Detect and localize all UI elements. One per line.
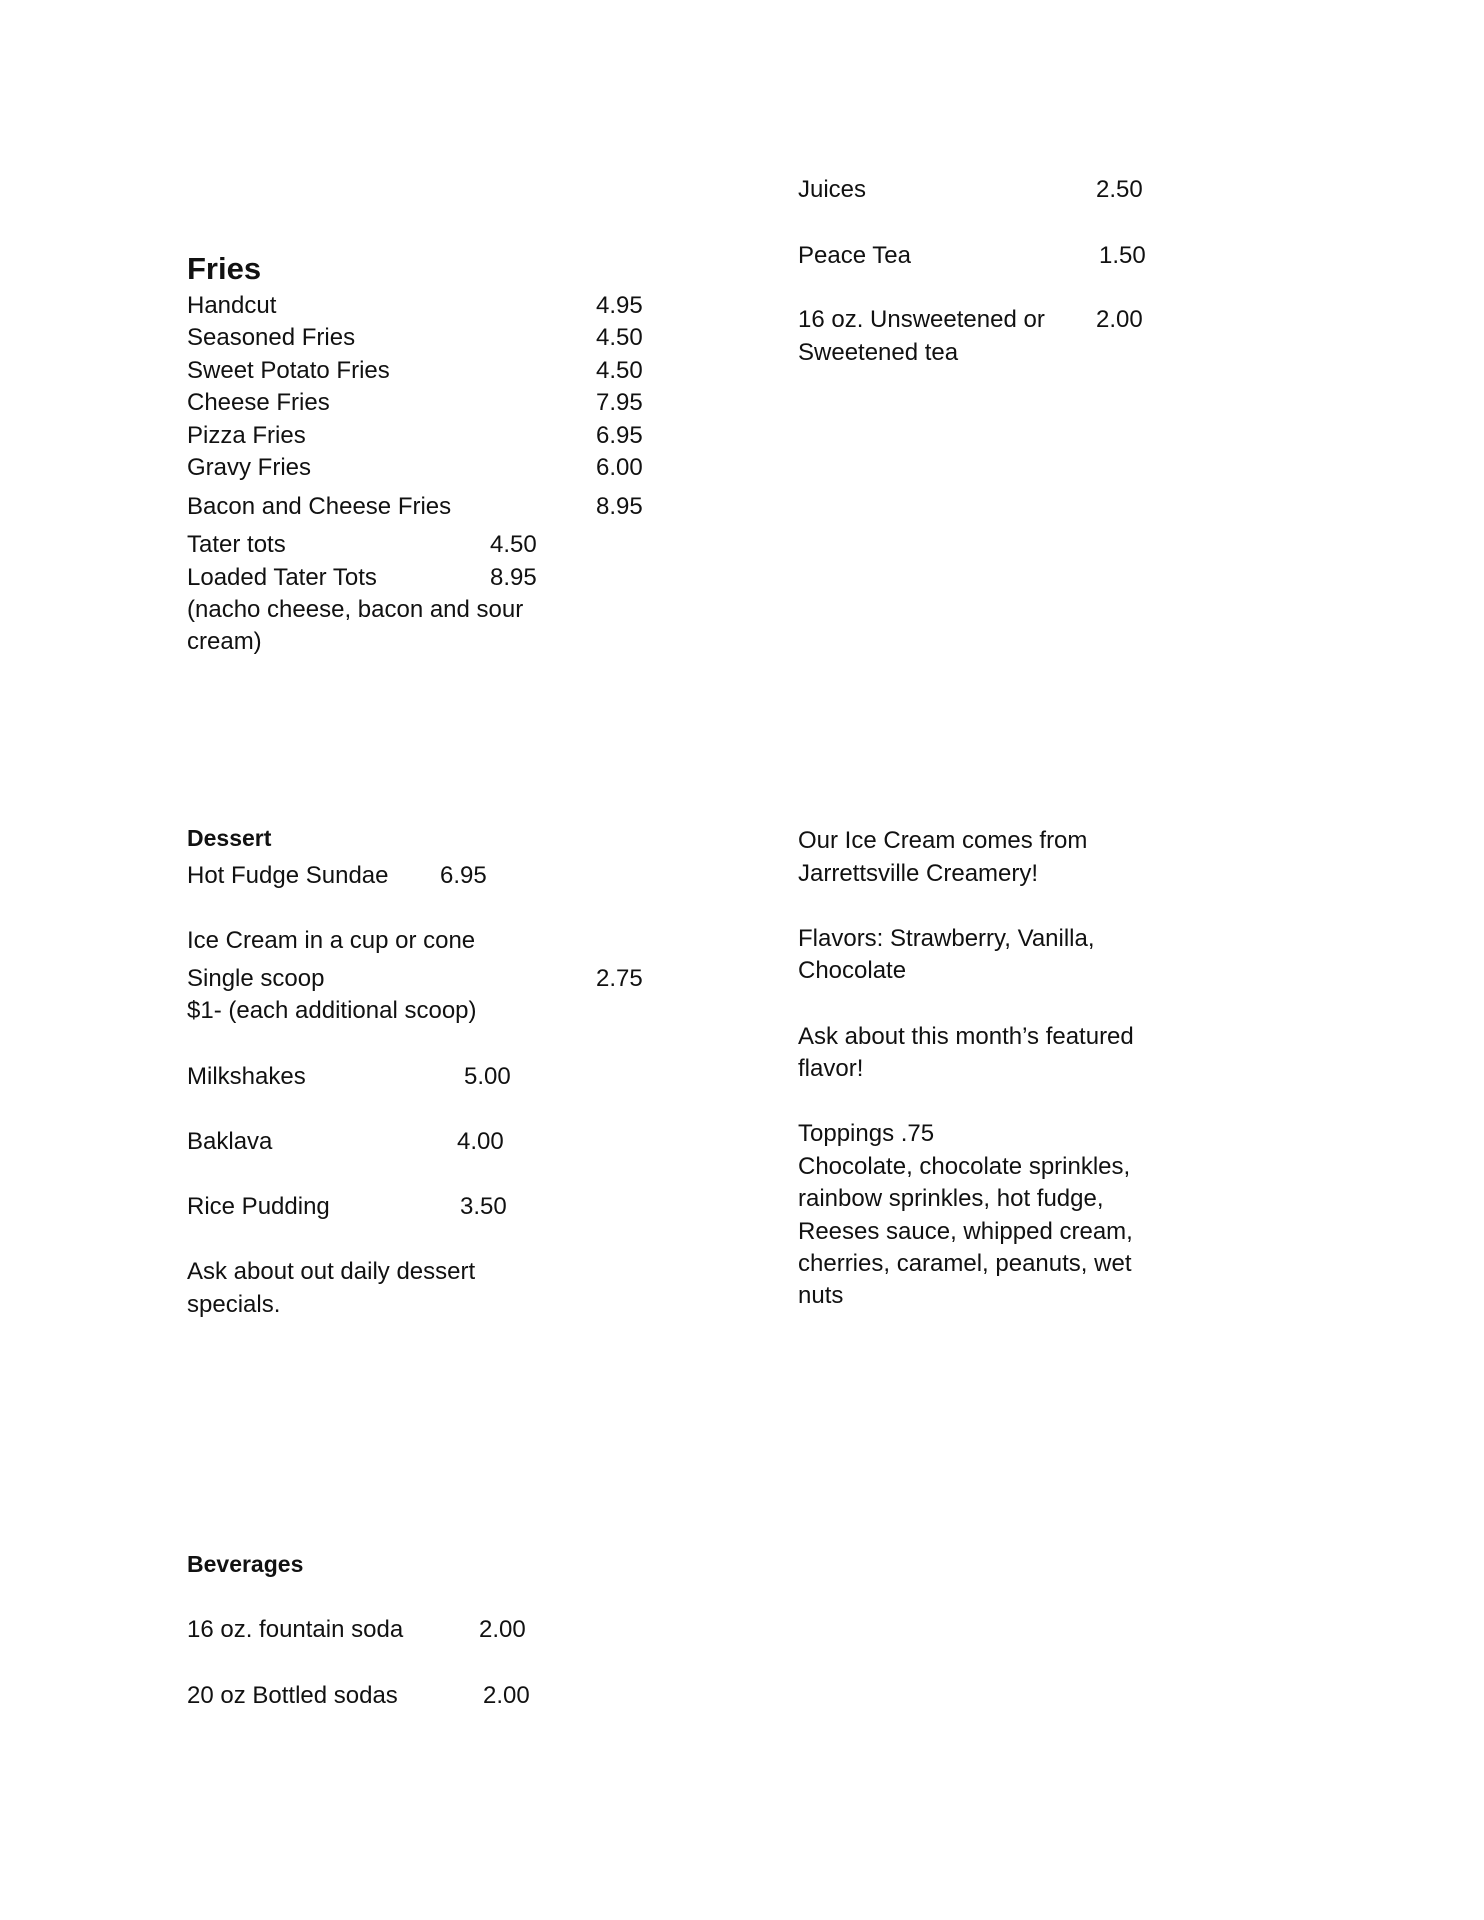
- menu-item-price: 6.95: [596, 422, 643, 449]
- flavors-note: Flavors: Strawberry, Vanilla,: [798, 925, 1095, 952]
- menu-item-price: 2.00: [1096, 306, 1143, 333]
- menu-item-name: Juices: [798, 176, 867, 203]
- menu-item-price: 2.50: [1096, 176, 1143, 203]
- menu-item-price: 4.95: [596, 292, 643, 319]
- specials-note: Ask about out daily dessert: [187, 1258, 476, 1285]
- menu-item-name: Loaded Tater Tots: [187, 564, 377, 591]
- creamery-note: Our Ice Cream comes from: [798, 827, 1088, 854]
- menu-item-price: 4.50: [490, 531, 537, 558]
- menu-item-price: 6.95: [440, 862, 487, 889]
- menu-item-price: 2.00: [479, 1616, 526, 1643]
- menu-item-name: 16 oz. fountain soda: [187, 1616, 404, 1643]
- menu-item-price: 3.50: [460, 1193, 507, 1220]
- toppings-list-line: Reeses sauce, whipped cream,: [798, 1218, 1133, 1245]
- menu-item-name: Pizza Fries: [187, 422, 306, 449]
- menu-item-price: 4.50: [596, 357, 643, 384]
- menu-item-price: 4.50: [596, 324, 643, 351]
- flavors-note: Chocolate: [798, 957, 907, 984]
- menu-item-price: 2.75: [596, 965, 643, 992]
- menu-item-note: (nacho cheese, bacon and sour: [187, 596, 524, 623]
- menu-item-name: 16 oz. Unsweetened or: [798, 306, 1045, 333]
- menu-item-price: 8.95: [490, 564, 537, 591]
- menu-item-name: Bacon and Cheese Fries: [187, 493, 452, 520]
- subsection-heading: Ice Cream in a cup or cone: [187, 927, 476, 954]
- menu-item-price: 2.00: [483, 1682, 530, 1709]
- menu-item-name: Milkshakes: [187, 1063, 306, 1090]
- menu-item-price: 6.00: [596, 454, 643, 481]
- toppings-list-line: rainbow sprinkles, hot fudge,: [798, 1185, 1104, 1212]
- menu-item-name: Baklava: [187, 1128, 273, 1155]
- menu-item-price: 4.00: [457, 1128, 504, 1155]
- featured-note: flavor!: [798, 1055, 864, 1082]
- menu-item-price: 7.95: [596, 389, 643, 416]
- menu-item-price: 8.95: [596, 493, 643, 520]
- menu-item-name: Rice Pudding: [187, 1193, 330, 1220]
- menu-item-name: Cheese Fries: [187, 389, 330, 416]
- menu-item-price: 5.00: [464, 1063, 511, 1090]
- menu-item-name: Seasoned Fries: [187, 324, 356, 351]
- menu-item-note: $1- (each additional scoop): [187, 997, 477, 1024]
- menu-item-note: cream): [187, 628, 262, 655]
- section-title: Dessert: [187, 825, 272, 851]
- toppings-list-line: Chocolate, chocolate sprinkles,: [798, 1153, 1131, 1180]
- menu-item-name-continued: Sweetened tea: [798, 339, 959, 366]
- menu-item-name: Hot Fudge Sundae: [187, 862, 389, 889]
- menu-item-name: Peace Tea: [798, 242, 911, 269]
- menu-item-name: Sweet Potato Fries: [187, 357, 390, 384]
- toppings-title: Toppings .75: [798, 1120, 935, 1147]
- menu-item-price: 1.50: [1099, 242, 1146, 269]
- menu-item-name: Gravy Fries: [187, 454, 312, 481]
- menu-item-name: Handcut: [187, 292, 277, 319]
- section-title: Beverages: [187, 1551, 304, 1577]
- menu-item-name: 20 oz Bottled sodas: [187, 1682, 398, 1709]
- toppings-list-line: cherries, caramel, peanuts, wet: [798, 1250, 1132, 1277]
- specials-note: specials.: [187, 1291, 281, 1318]
- menu-item-name: Single scoop: [187, 965, 325, 992]
- menu-item-name: Tater tots: [187, 531, 286, 558]
- section-title: Fries: [187, 251, 262, 286]
- creamery-note: Jarrettsville Creamery!: [798, 860, 1039, 887]
- featured-note: Ask about this month’s featured: [798, 1023, 1134, 1050]
- toppings-list-line: nuts: [798, 1282, 844, 1309]
